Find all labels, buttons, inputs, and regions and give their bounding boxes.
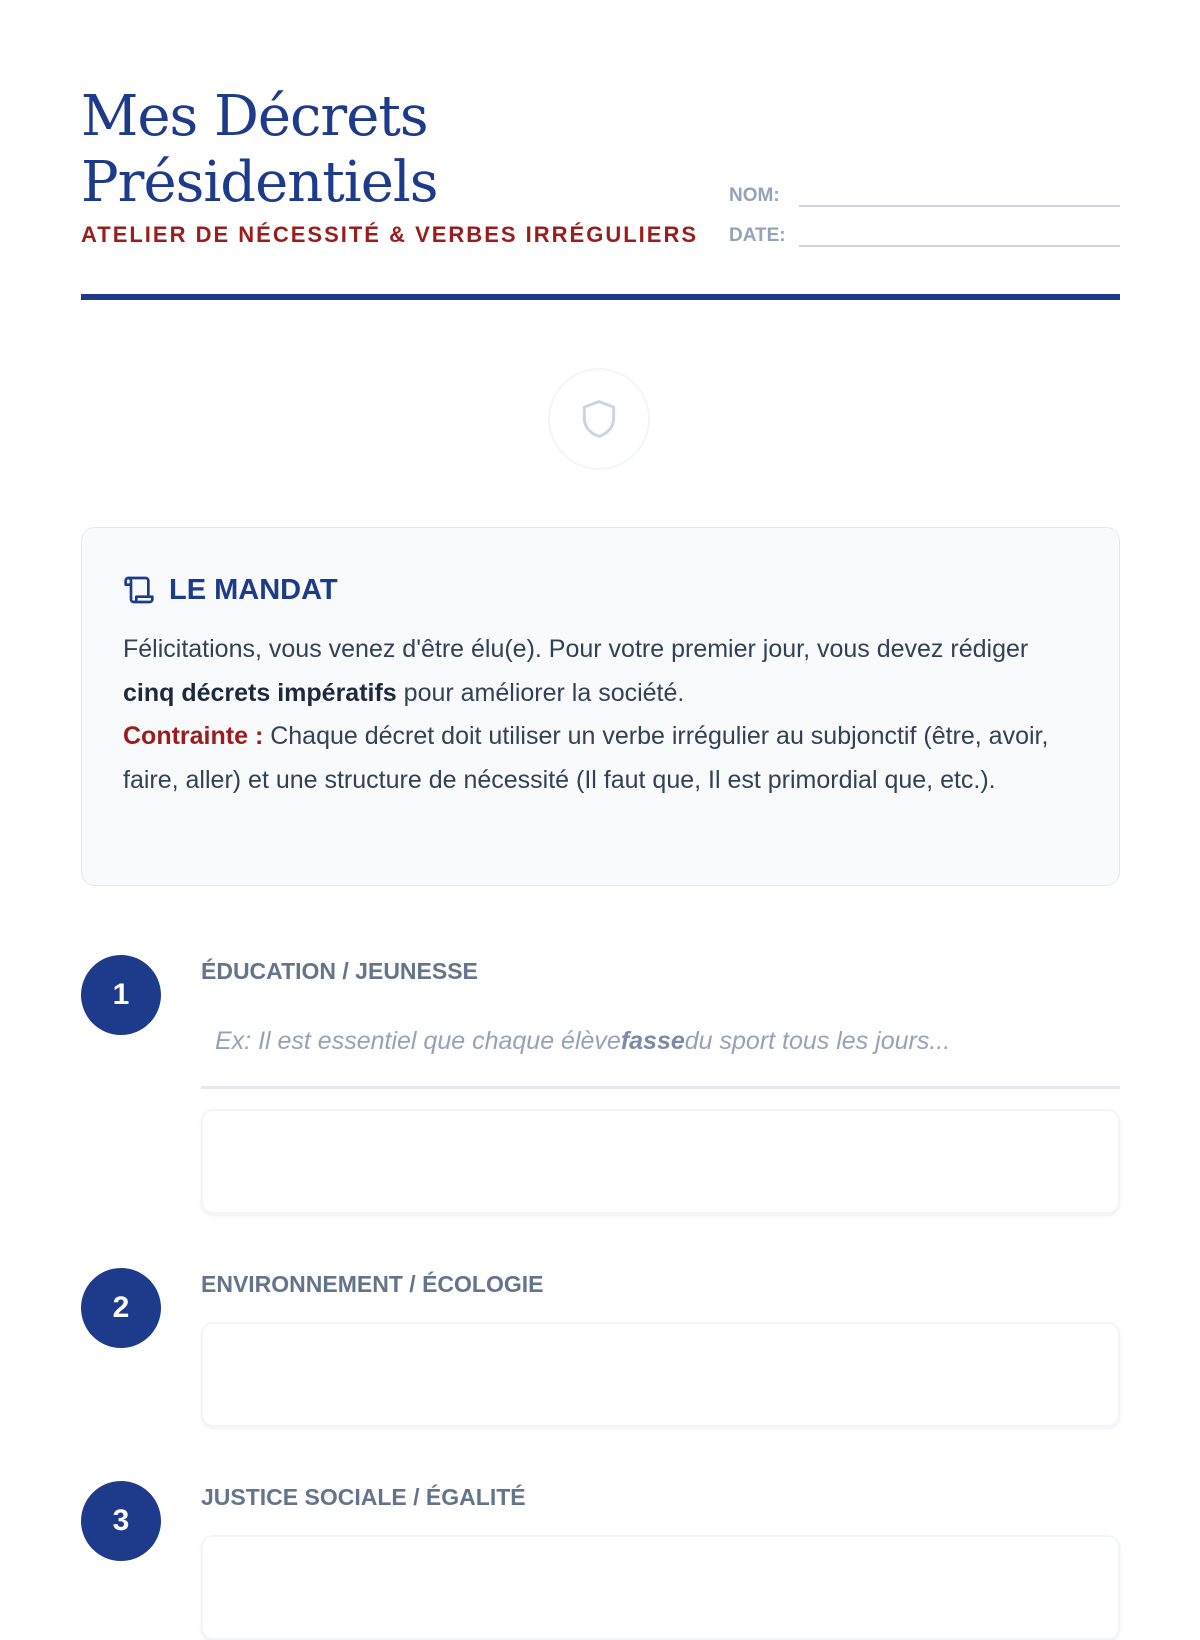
mandate-emphasis: cinq décrets impératifs [123, 678, 397, 707]
decree-number-badge: 1 [81, 955, 161, 1035]
date-field[interactable] [799, 231, 1120, 247]
decree-label: JUSTICE SOCIALE / ÉGALITÉ [201, 1484, 526, 1510]
student-info [729, 185, 1120, 265]
mandate-description [123, 628, 1079, 802]
decree-answer-box[interactable] [201, 1322, 1120, 1427]
decree-number-badge: 2 [81, 1268, 161, 1348]
mandate-card [81, 527, 1120, 886]
mandate-intro-end: pour améliorer la société. [396, 678, 685, 707]
name-field[interactable] [799, 191, 1120, 207]
worksheet-page [81, 0, 1120, 1537]
date-row [729, 225, 1120, 247]
date-label: DATE: [729, 225, 786, 246]
example-sentence [201, 1019, 1120, 1089]
mandate-header [123, 572, 1079, 608]
decree-answer-box[interactable] [201, 1109, 1120, 1214]
mandate-intro: Félicitations, vous venez d'être élu(e). Pour votre premier jour, vous devez rédiger [123, 635, 1029, 663]
example-text: Ex: Il est essentiel que chaque élève [215, 1027, 621, 1055]
constraint-text: Chaque décret doit utiliser un verbe irrégulier au subjonctif (être, avoir, faire, aller) et une structure de nécessité (Il faut que, Il est primordial que, etc.). [123, 722, 1049, 794]
name-label: NOM: [729, 185, 780, 206]
decree-label: ÉDUCATION / JEUNESSE [201, 958, 478, 984]
page-subtitle: ATELIER DE NÉCESSITÉ & VERBES IRRÉGULIERS [81, 222, 699, 247]
example-text-end: du sport tous les jours... [684, 1027, 951, 1055]
constraint-label: Contrainte : [123, 722, 264, 750]
name-row [729, 185, 1120, 207]
page-title: Mes Décrets Présidentiels [81, 84, 438, 215]
worksheet-header [81, 0, 1120, 300]
decree-answer-box[interactable] [201, 1535, 1120, 1640]
decree-label: ENVIRONNEMENT / ÉCOLOGIE [201, 1271, 544, 1297]
decree-number-badge: 3 [81, 1481, 161, 1561]
scroll-icon [123, 574, 155, 606]
header-divider [81, 294, 1120, 300]
mandate-title: LE MANDAT [169, 573, 338, 606]
shield-icon [577, 394, 621, 444]
seal-emblem [548, 368, 650, 470]
example-verb: fasse [620, 1027, 685, 1055]
